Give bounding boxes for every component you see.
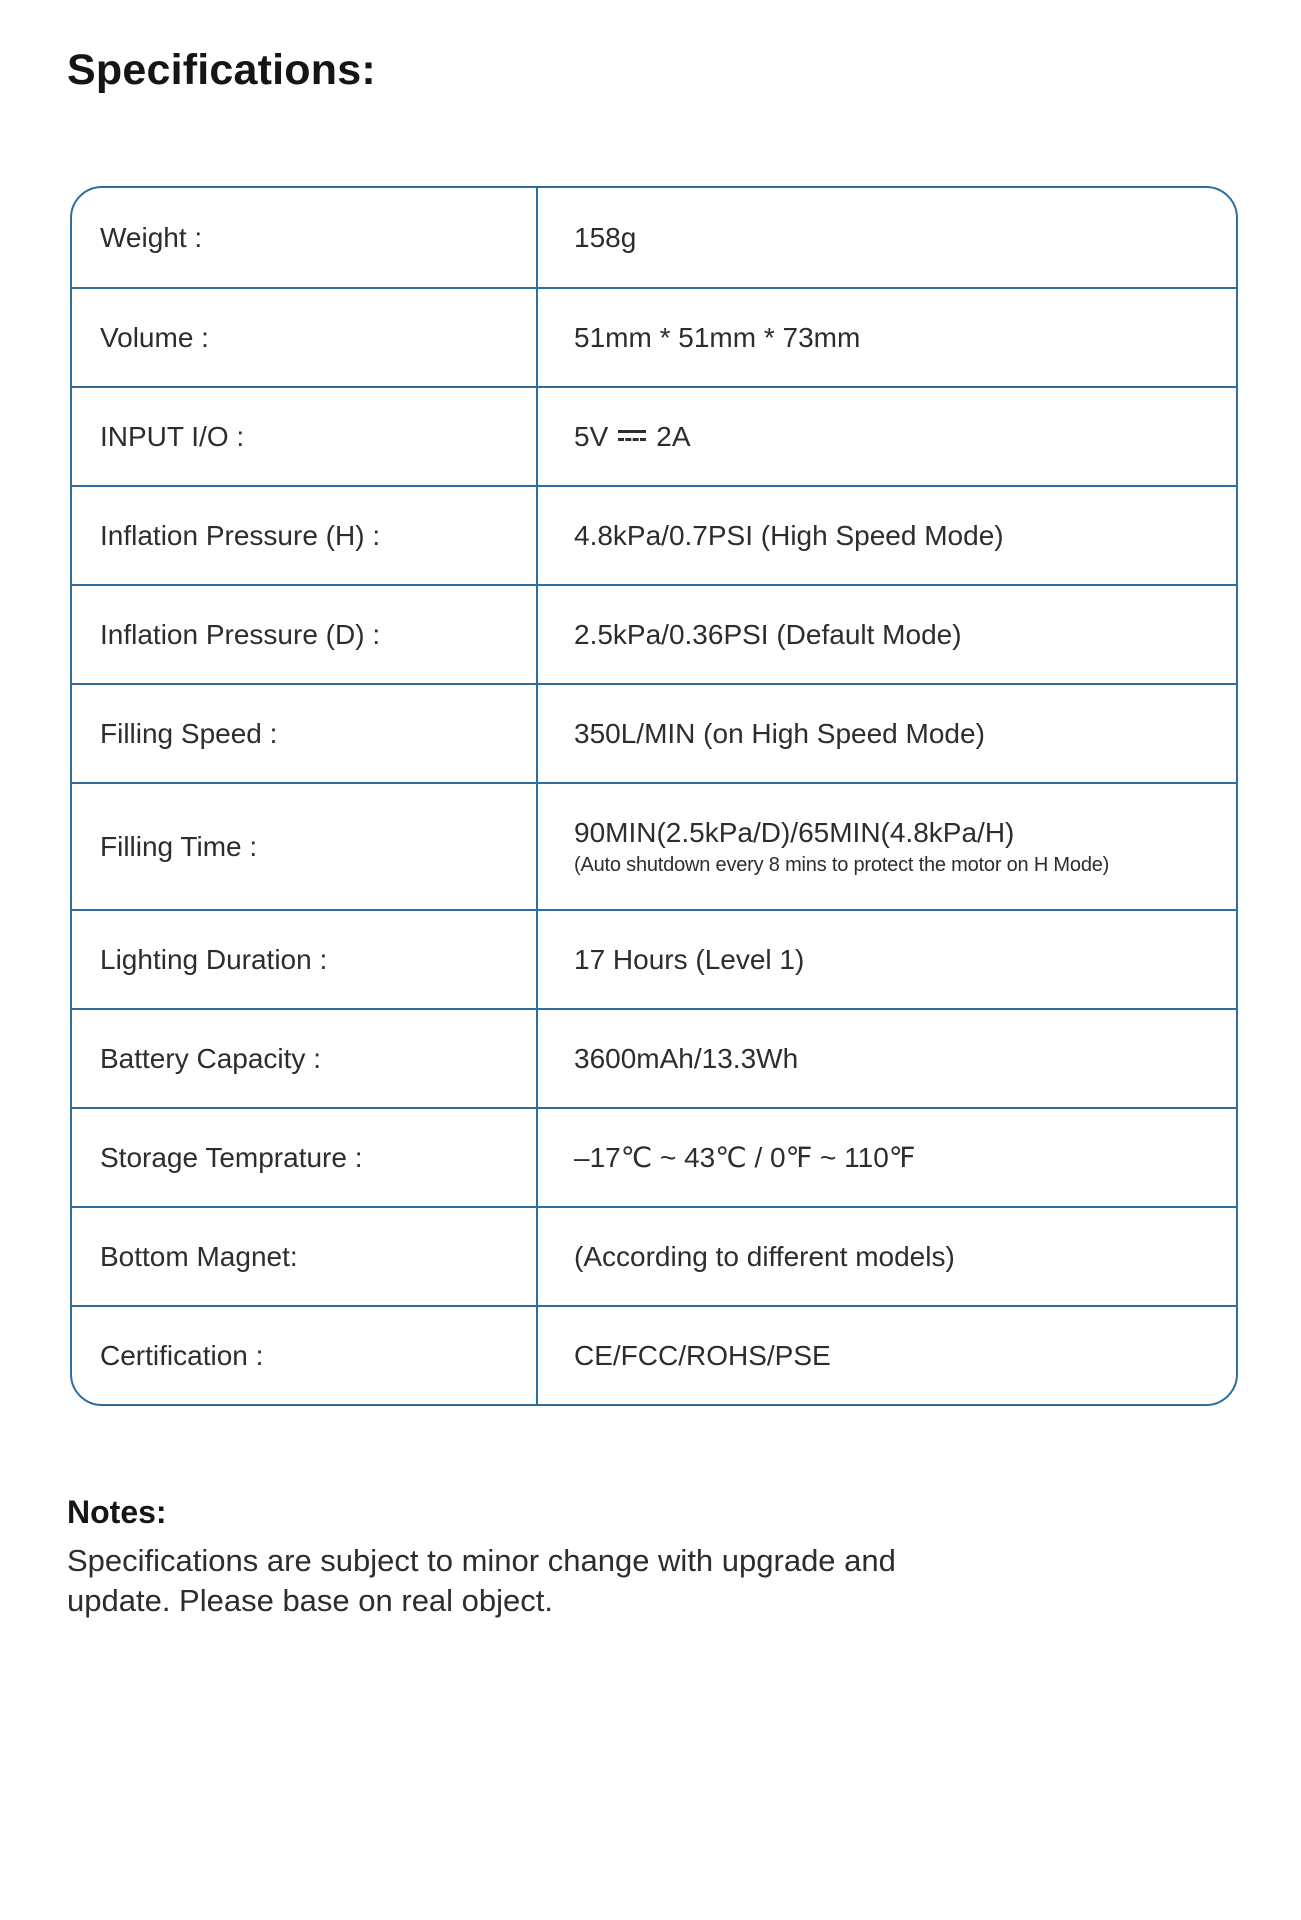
- spec-value-cell: [538, 388, 1236, 485]
- table-row-bottom-magnet: [72, 1206, 1236, 1305]
- page-title: Specifications:: [67, 46, 376, 94]
- spec-label: Inflation Pressure (D) :: [72, 586, 538, 683]
- spec-value-cell: [538, 1109, 1236, 1206]
- spec-label: Weight :: [72, 188, 538, 287]
- spec-label: INPUT I/O :: [72, 388, 538, 485]
- table-row-storage-temperature: [72, 1107, 1236, 1206]
- spec-label: Battery Capacity :: [72, 1010, 538, 1107]
- table-row-volume: [72, 287, 1236, 386]
- spec-value-cell: [538, 586, 1236, 683]
- spec-value: CE/FCC/ROHS/PSE: [574, 1339, 831, 1371]
- table-row-filling-speed: [72, 683, 1236, 782]
- notes-section: [67, 1494, 1252, 1621]
- spec-label: Volume :: [72, 289, 538, 386]
- spec-value: 4.8kPa/0.7PSI (High Speed Mode): [574, 519, 1004, 551]
- input-voltage: 5V: [574, 420, 609, 452]
- spec-label: Certification :: [72, 1307, 538, 1404]
- table-row-filling-time: [72, 782, 1236, 909]
- table-row-inflation-pressure-d: [72, 584, 1236, 683]
- table-row-weight: [72, 188, 1236, 287]
- spec-value: 3600mAh/13.3Wh: [574, 1042, 799, 1074]
- spec-value: 158g: [574, 221, 637, 253]
- spec-value: [574, 420, 1236, 454]
- spec-label: Filling Speed :: [72, 685, 538, 782]
- spec-value-cell: [538, 487, 1236, 584]
- spec-value-cell: [538, 1010, 1236, 1107]
- table-row-battery-capacity: [72, 1008, 1236, 1107]
- spec-value-cell: [538, 1208, 1236, 1305]
- spec-value-cell: [538, 1307, 1236, 1404]
- notes-line-2: update. Please base on real object.: [67, 1583, 554, 1618]
- spec-value: 2.5kPa/0.36PSI (Default Mode): [574, 618, 962, 650]
- spec-value-cell: [538, 911, 1236, 1008]
- table-row-input-io: [72, 386, 1236, 485]
- spec-label: Storage Temprature :: [72, 1109, 538, 1206]
- spec-label: Lighting Duration :: [72, 911, 538, 1008]
- spec-value: 90MIN(2.5kPa/D)/65MIN(4.8kPa/H): [574, 817, 1015, 849]
- spec-value-cell: [538, 685, 1236, 782]
- spec-value: –17℃ ~ 43℃ / 0℉ ~ 110℉: [574, 1141, 916, 1173]
- spec-label: Inflation Pressure (H) :: [72, 487, 538, 584]
- spec-label: Filling Time :: [72, 784, 538, 909]
- table-row-inflation-pressure-h: [72, 485, 1236, 584]
- table-row-certification: [72, 1305, 1236, 1404]
- spec-value: 350L/MIN (on High Speed Mode): [574, 717, 985, 749]
- spec-value: 51mm * 51mm * 73mm: [574, 321, 861, 353]
- table-row-lighting-duration: [72, 909, 1236, 1008]
- spec-value-cell: [538, 784, 1236, 909]
- spec-value-note: (Auto shutdown every 8 mins to protect the motor on H Mode): [574, 853, 1110, 876]
- notes-heading: Notes:: [67, 1494, 167, 1530]
- specifications-table: [70, 186, 1238, 1406]
- spec-label: Bottom Magnet:: [72, 1208, 538, 1305]
- input-current: 2A: [656, 420, 691, 452]
- spec-value-cell: [538, 289, 1236, 386]
- spec-value: (According to different models): [574, 1240, 955, 1272]
- spec-value-cell: [538, 188, 1236, 287]
- dc-symbol-icon: [618, 430, 646, 443]
- notes-line-1: Specifications are subject to minor change with upgrade and: [67, 1543, 896, 1578]
- spec-value: 17 Hours (Level 1): [574, 943, 805, 975]
